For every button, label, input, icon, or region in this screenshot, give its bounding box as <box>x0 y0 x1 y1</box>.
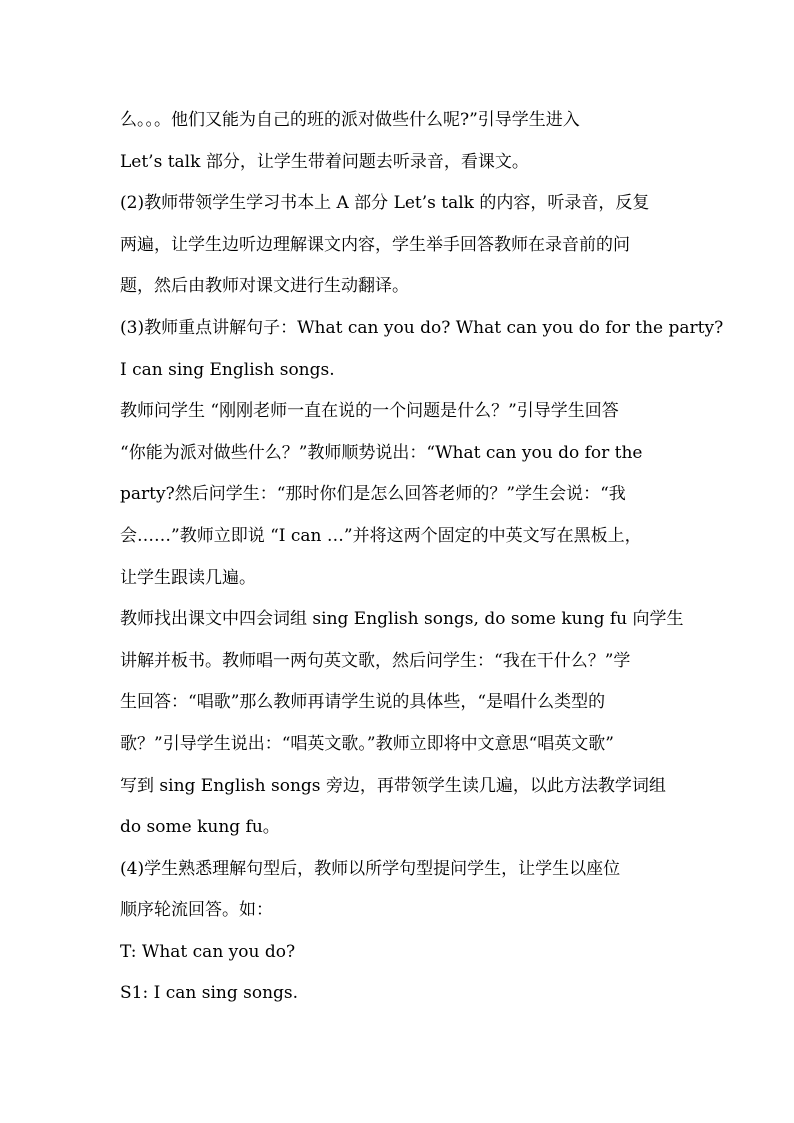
document-body <box>120 100 724 1015</box>
text-line: 会……”教师立即说 “I can …”并将这两个固定的中英文写在黑板上， <box>120 525 642 546</box>
text-line: Let’s talk 部分，让学生带着问题去听录音，看课文。 <box>120 151 529 172</box>
text-line: 讲解并板书。教师唱一两句英文歌，然后问学生：“我在干什么？”学 <box>120 650 631 671</box>
text-line: 写到 sing English songs 旁边，再带领学生读几遍，以此方法教学词组 <box>120 775 666 796</box>
text-line: “你能为派对做些什么？”教师顺势说出：“What can you do for the <box>120 442 643 463</box>
text-line: 顺序轮流回答。如： <box>120 900 273 921</box>
text-line: 让学生跟读几遍。 <box>120 567 256 588</box>
text-line: 么。。。他们又能为自己的班的派对做些什么呢?”引导学生进入 <box>120 110 580 130</box>
text-line: 教师问学生 “刚刚老师一直在说的一个问题是什么？”引导学生回答 <box>120 401 619 422</box>
text-line: T: What can you do? <box>120 941 296 962</box>
text-line: 生回答：“唱歌”那么教师再请学生说的具体些，“是唱什么类型的 <box>120 692 606 713</box>
text-line: 题，然后由教师对课文进行生动翻译。 <box>120 276 409 297</box>
text-line: (2)教师带领学生学习书本上 A 部分 Let’s talk 的内容，听录音，反复 <box>120 193 650 214</box>
text-line: I can sing English songs. <box>120 359 335 380</box>
text-line: party?然后问学生：“那时你们是怎么回答老师的？”学生会说：“我 <box>120 484 626 505</box>
text-line: (4)学生熟悉理解句型后，教师以所学句型提问学生，让学生以座位 <box>120 858 621 879</box>
text-line: 教师找出课文中四会词组 sing English songs, do some kung fu 向学生 <box>120 609 684 630</box>
text-line: do some kung fu。 <box>120 817 280 838</box>
text-line: 两遍，让学生边听边理解课文内容，学生举手回答教师在录音前的问 <box>120 234 630 255</box>
text-line: 歌？”引导学生说出：“唱英文歌。”教师立即将中文意思“唱英文歌” <box>120 733 614 754</box>
text-line: (3)教师重点讲解句子：What can you do? What can you do for the party? <box>120 317 724 338</box>
text-line: S1: I can sing songs. <box>120 983 299 1004</box>
